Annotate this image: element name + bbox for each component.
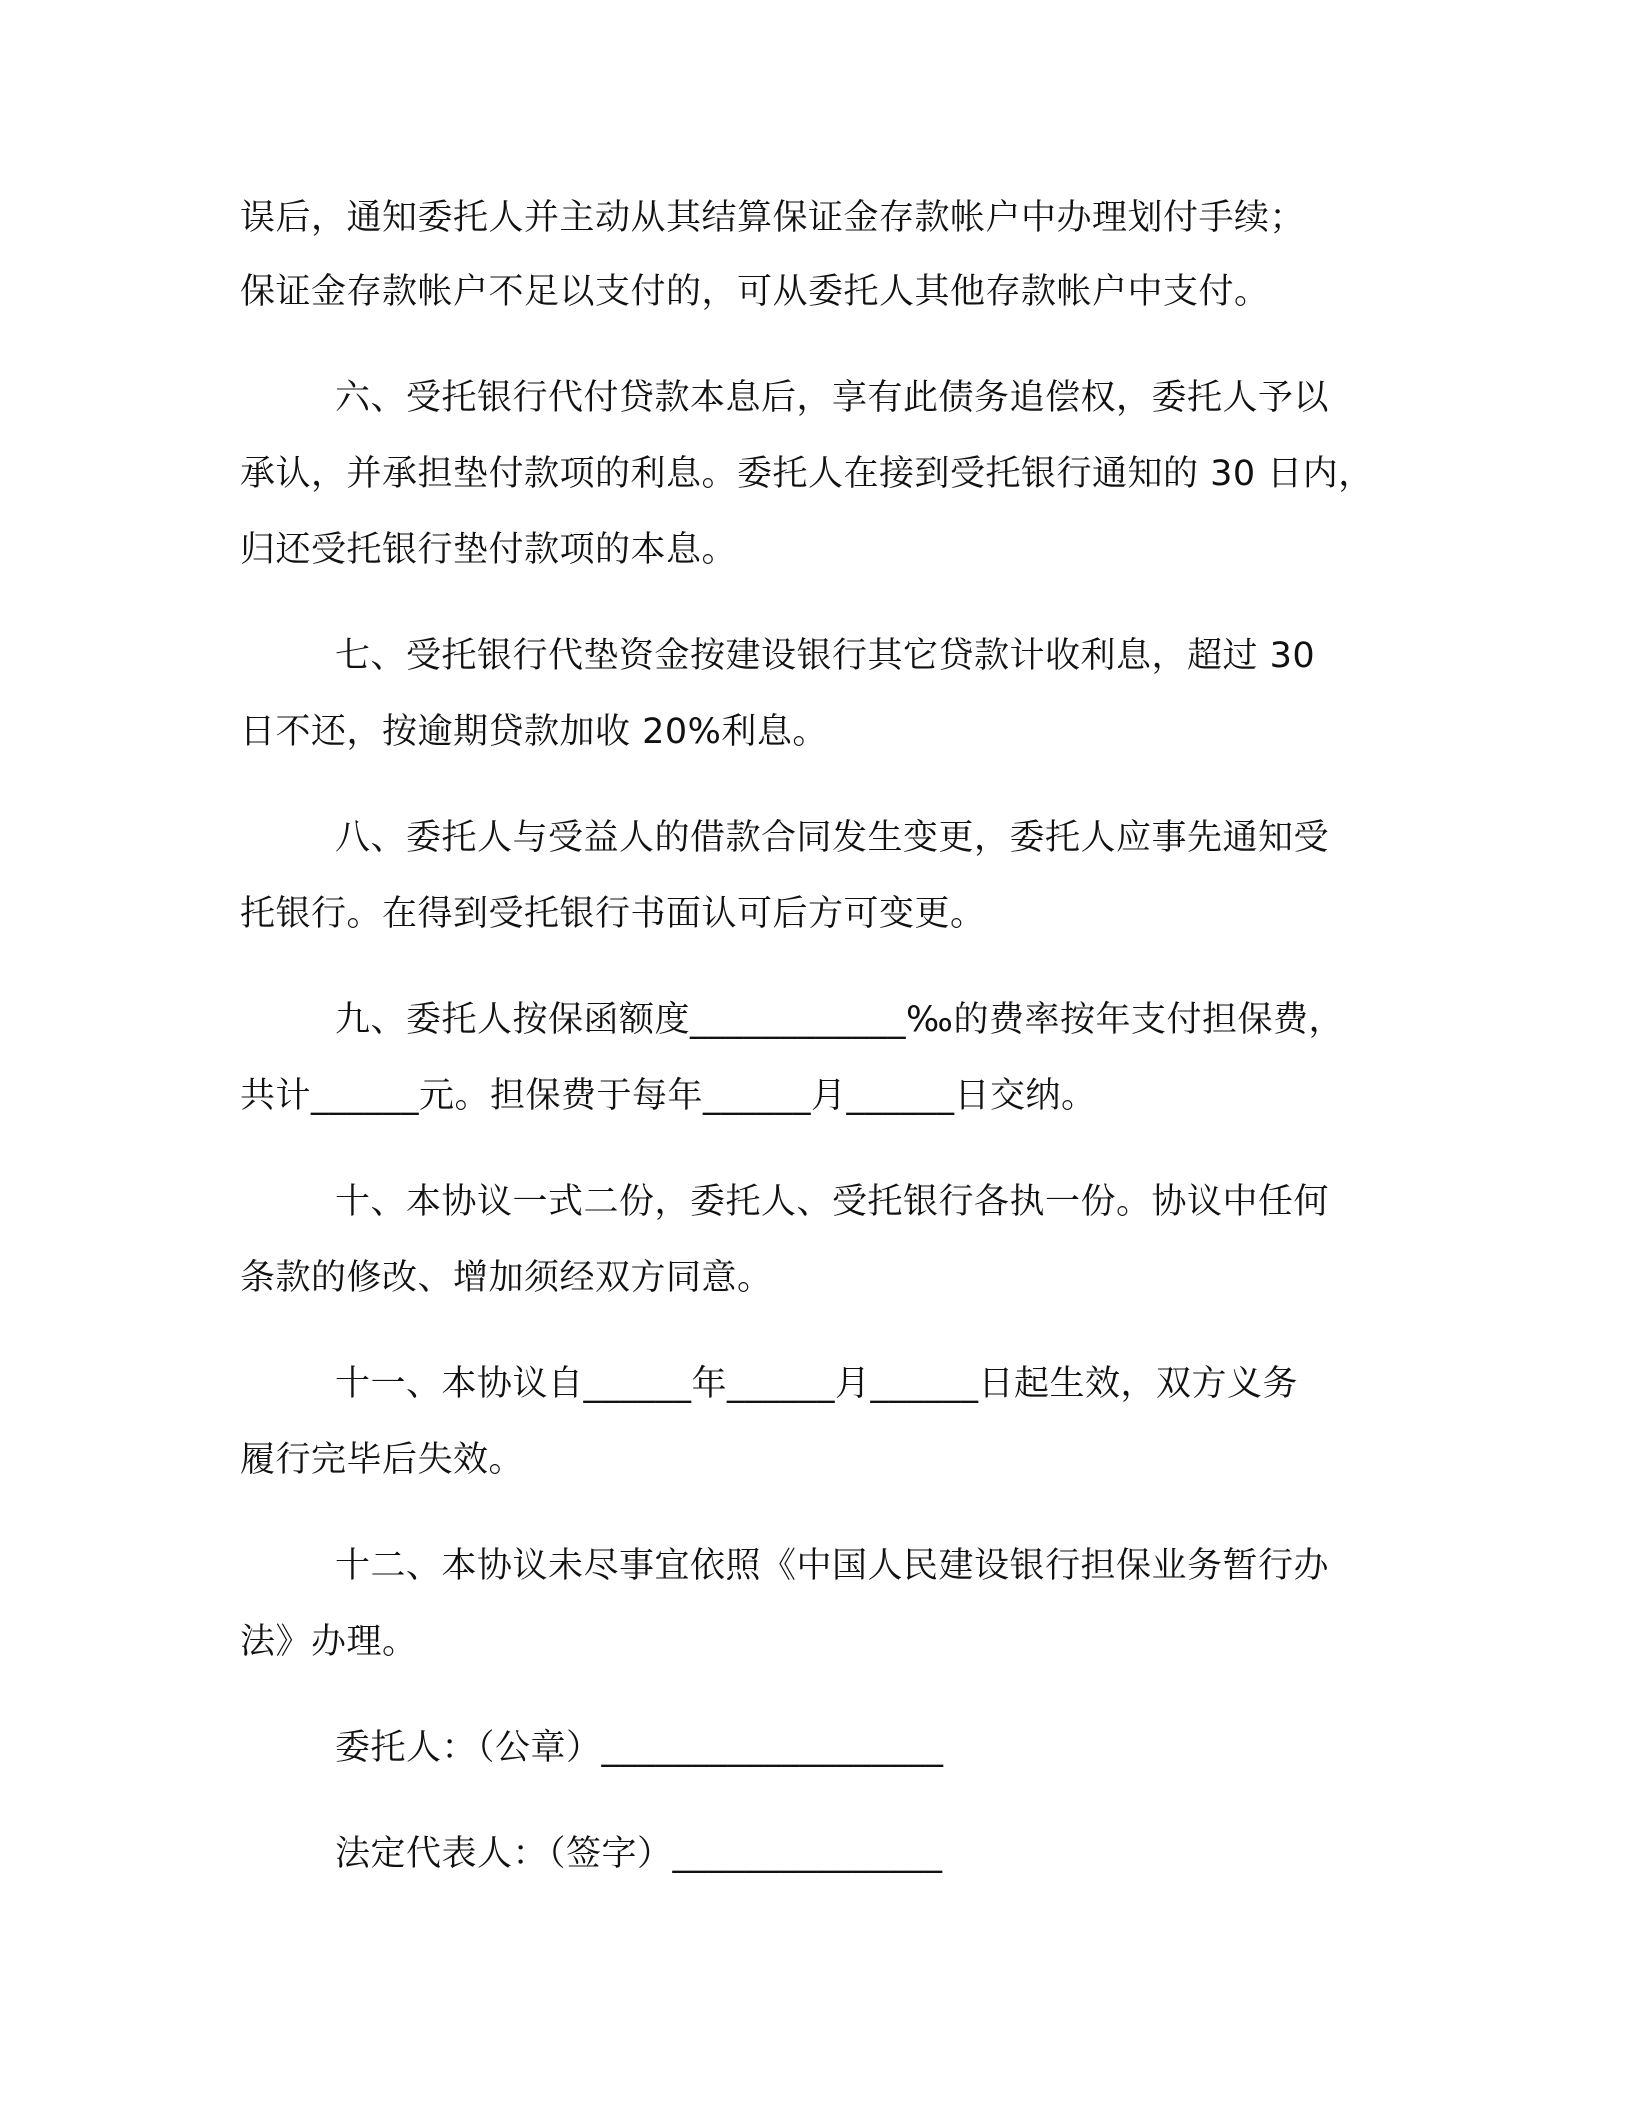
clause-10-line-1: 十、本协议一式二份，委托人、受托银行各执一份。协议中任何	[335, 1182, 1330, 1222]
clause-11-line-1: 十一、本协议自______年______月______日起生效，双方义务	[335, 1364, 1299, 1404]
clause-5-continuation-line-1: 误后，通知委托人并主动从其结算保证金存款帐户中办理划付手续；	[240, 198, 1306, 238]
clause-6-line-1: 六、受托银行代付贷款本息后，享有此债务追偿权，委托人予以	[335, 378, 1330, 418]
clause-8-line-2: 托银行。在得到受托银行书面认可后方可变更。	[240, 894, 986, 934]
legal-representative-signature-line: 法定代表人：（签字）_______________	[335, 1834, 943, 1874]
clause-9-line-2: 共计______元。担保费于每年______月______日交纳。	[240, 1076, 1097, 1116]
clause-5-continuation-line-2: 保证金存款帐户不足以支付的，可从委托人其他存款帐户中支付。	[240, 272, 1270, 312]
clause-11-line-2: 履行完毕后失效。	[240, 1440, 525, 1480]
clause-7-line-2: 日不还，按逾期贷款加收 20%利息。	[240, 712, 828, 752]
clause-8-line-1: 八、委托人与受益人的借款合同发生变更，委托人应事先通知受	[335, 818, 1330, 858]
clause-7-line-1: 七、受托银行代垫资金按建设银行其它贷款计收利息，超过 30	[335, 636, 1316, 676]
clause-6-line-2: 承认，并承担垫付款项的利息。委托人在接到受托银行通知的 30 日内，	[240, 454, 1374, 494]
clause-9-line-1: 九、委托人按保函额度____________‰的费率按年支付担保费，	[335, 1000, 1344, 1040]
clause-6-line-3: 归还受托银行垫付款项的本息。	[240, 530, 738, 570]
clause-10-line-2: 条款的修改、增加须经双方同意。	[240, 1258, 773, 1298]
clause-12-line-1: 十二、本协议未尽事宜依照《中国人民建设银行担保业务暂行办	[335, 1546, 1330, 1586]
principal-seal-line: 委托人：（公章）___________________	[335, 1728, 944, 1768]
clause-12-line-2: 法》办理。	[240, 1622, 418, 1662]
